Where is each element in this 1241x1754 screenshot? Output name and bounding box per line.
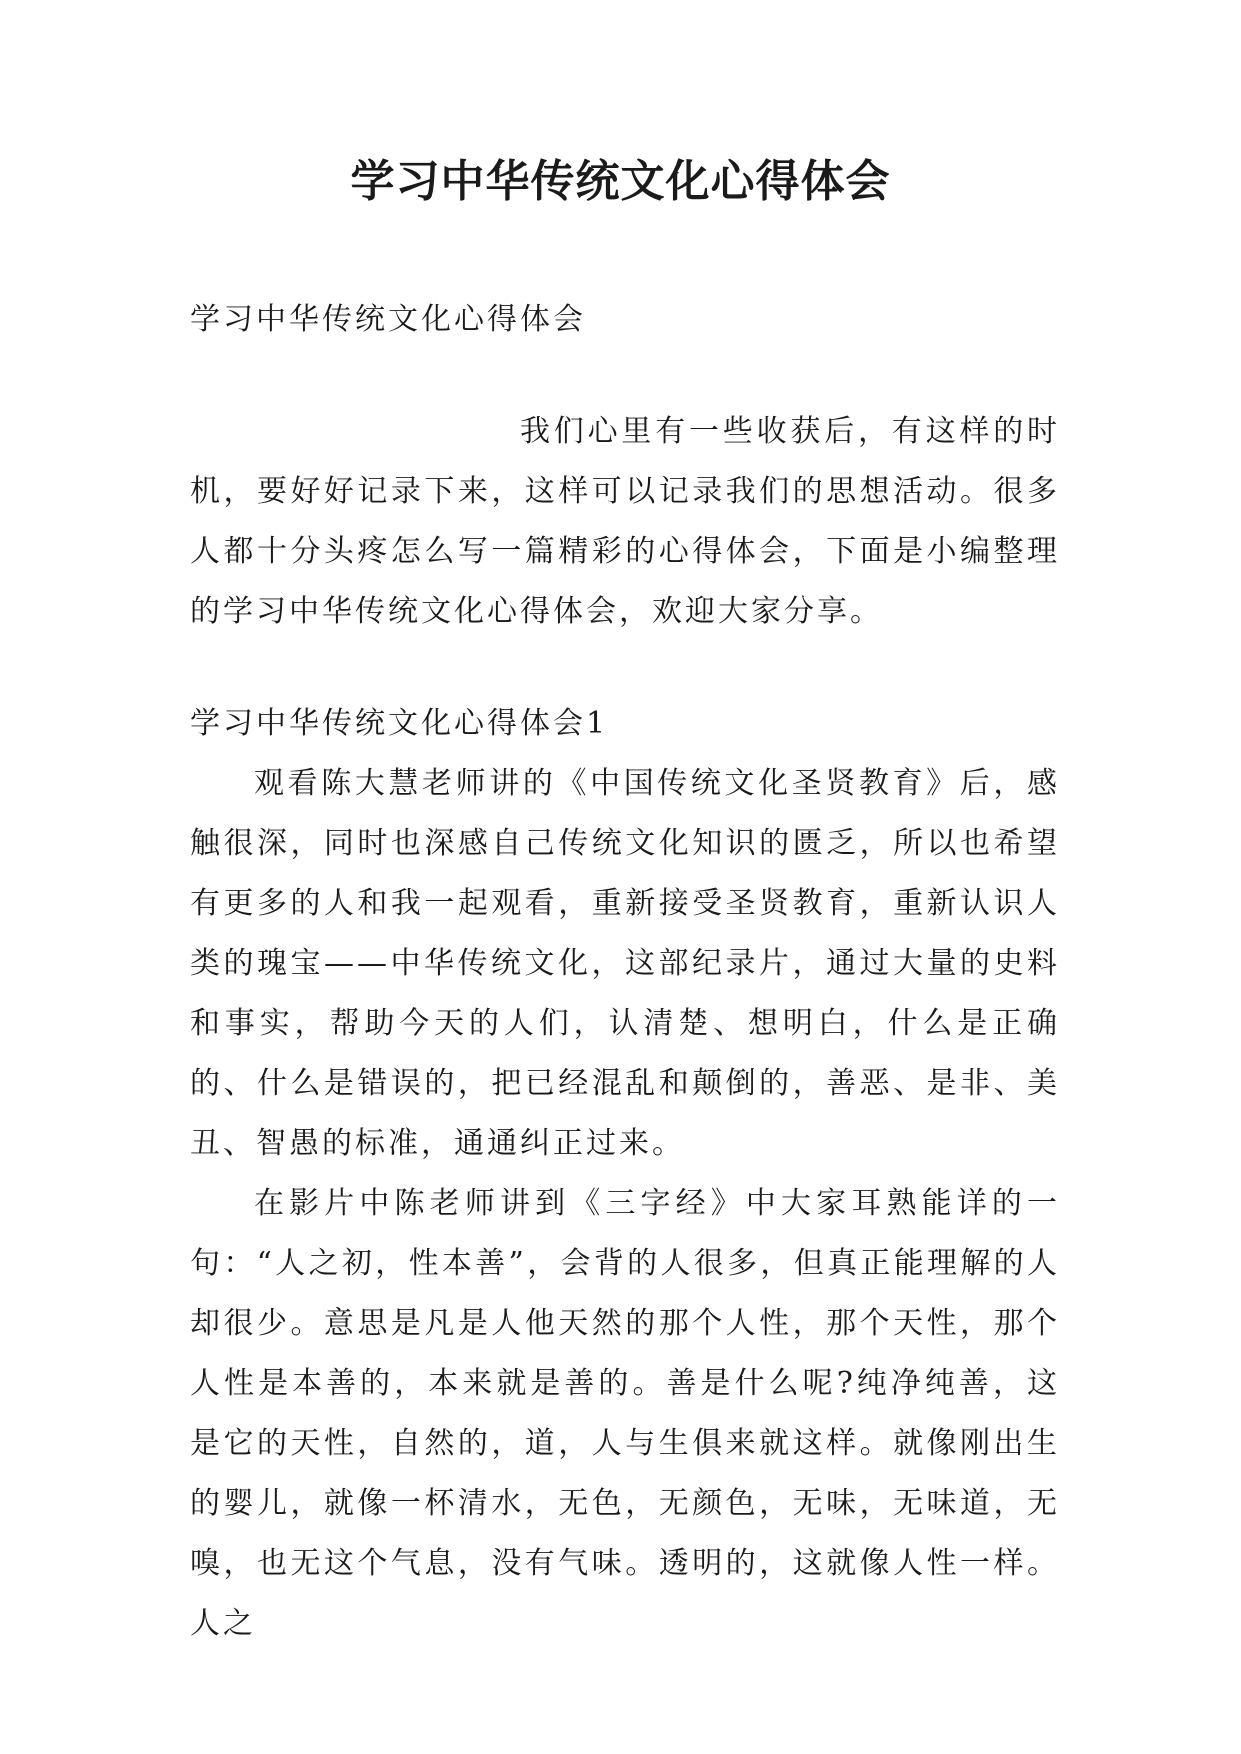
section-heading: 学习中华传统文化心得体会1 [190, 706, 609, 741]
document-body [190, 290, 1060, 1654]
body-paragraph: 观看陈大慧老师讲的《中国传统文化圣贤教育》后，感触很深，同时也深感自己传统文化知识的匮乏，所以也希望有更多的人和我一起观看，重新接受圣贤教育，重新认识人类的瑰宝——中华传统文化，这部纪录片，通过大量的史料和事实，帮助今天的人们，认清楚、想明白，什么是正确的、什么是错误的，把已经混乱和颠倒的，善恶、是非、美丑、智愚的标准，通通纠正过来。 [190, 766, 1060, 1161]
intro-paragraph: 我们心里有一些收获后，有这样的时机，要好好记录下来，这样可以记录我们的思想活动。很多人都十分头疼怎么写一篇精彩的心得体会，下面是小编整理的学习中华传统文化心得体会，欢迎大家分享。 [190, 414, 1060, 629]
document-subtitle: 学习中华传统文化心得体会 [190, 302, 586, 337]
document-title: 学习中华传统文化心得体会 [350, 156, 891, 207]
body-paragraph: 在影片中陈老师讲到《三字经》中大家耳熟能详的一句：“人之初，性本善”，会背的人很多，但真正能理解的人却很少。意思是凡是人他天然的那个人性，那个天性，那个人性是本善的，本来就是善的。善是什么呢?纯净纯善，这是它的天性，自然的，道，人与生俱来就这样。就像刚出生的婴儿，就像一杯清水，无色，无颜色，无味，无味道，无嗅，也无这个气息，没有气味。透明的，这就像人性一样。人之 [190, 1186, 1060, 1641]
